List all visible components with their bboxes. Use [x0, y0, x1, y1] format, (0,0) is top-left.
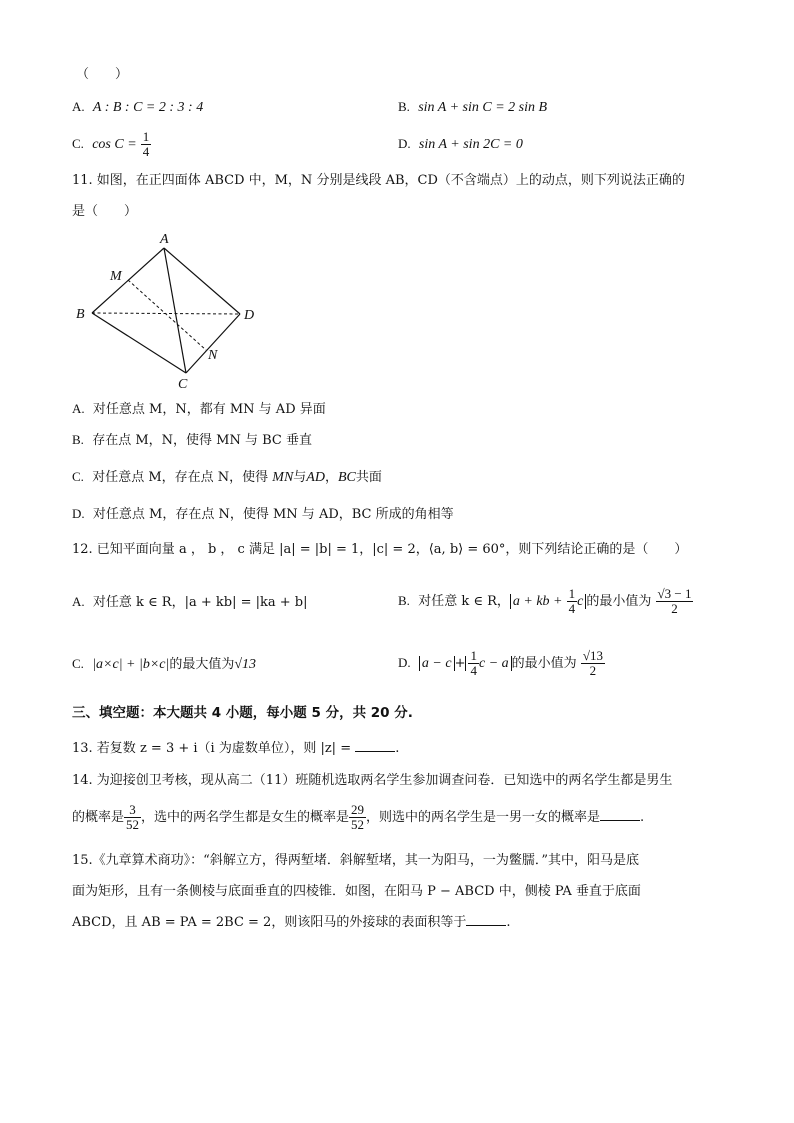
- vector-ad: AD: [306, 470, 325, 485]
- q14-line1: 14. 为迎接创卫考核，现从高二（11）班随机选取两名学生参加调查问卷．已知选中的两名学生都是男生: [72, 773, 673, 788]
- q15-line2: 面为矩形，且有一条侧棱与底面垂直的四棱锥．如图，在阳马 P − ABCD 中，侧棱 PA 垂直于底面: [72, 884, 641, 899]
- q11-option-b[interactable]: B. 存在点 M，N，使得 MN 与 BC 垂直: [72, 432, 312, 448]
- q11-stem-line2: 是（ ）: [72, 204, 138, 219]
- section-title: 三、填空题：本大题共 4 小题，每小题 5 分，共 20 分.: [72, 705, 413, 721]
- fraction: $\frac{1}{4}$: [568, 586, 576, 616]
- q10-option-a[interactable]: A. A : B : C = 2 : 3 : 4: [72, 99, 204, 115]
- q12-option-a[interactable]: A. 对任意 k ∈ R，|a + kb| = |ka + b|: [72, 594, 308, 610]
- answer-blank[interactable]: [466, 913, 506, 926]
- fraction: $\frac{1}{4}$: [142, 129, 150, 159]
- vertex-b-label: B: [76, 307, 85, 322]
- q12-option-c[interactable]: C. |a×c| + |b×c|的最大值为√13: [72, 656, 257, 672]
- q10-paren: （ ）: [76, 67, 129, 82]
- fraction: $\frac{3}{52}$: [126, 802, 140, 832]
- q11-option-d[interactable]: D. 对任意点 M，存在点 N，使得 MN 与 AD，BC 所成的角相等: [72, 506, 454, 522]
- tetrahedron-figure: [70, 228, 270, 394]
- vector-mn: MN: [272, 470, 294, 485]
- q11-option-a[interactable]: A. 对任意点 M，N，都有 MN 与 AD 异面: [72, 401, 326, 417]
- q15-line3: ABCD，且 AB = PA = 2BC = 2，则该阳马的外接球的表面积等于 .: [72, 915, 511, 930]
- q10-option-d[interactable]: D. sin A + sin 2C = 0: [398, 136, 523, 152]
- q14-line2: 的概率是 $\frac{3}{52}$ ，选中的两名学生都是女生的概率是 $\frac{29}{52}$ ，则选中的两名学生是一男一女的概率是 .: [72, 802, 645, 832]
- q11-stem-line1: 11. 如图，在正四面体 ABCD 中，M，N 分别是线段 AB，CD（不含端点）上的动点，则下列说法正确的: [72, 173, 685, 188]
- q10-option-c[interactable]: C. cos C = $\frac{1}{4}$: [72, 129, 150, 159]
- q13: 13. 若复数 z = 3 + i（i 为虚数单位），则 |z| = .: [72, 741, 400, 756]
- vertex-a-label: A: [160, 232, 169, 247]
- fraction: $\frac{29}{52}$: [351, 802, 365, 832]
- q10-option-b[interactable]: B. sin A + sin C = 2 sin B: [398, 99, 548, 115]
- min-value-fraction: $\frac{√3 - 1}{2}$: [657, 586, 692, 616]
- q15-line1: 15.《九章算术商功》：“斜解立方，得两堑堵．斜解堑堵，其一为阳马，一为鳖臑．”其中，阳马是底: [72, 853, 639, 868]
- answer-blank[interactable]: [600, 808, 640, 821]
- q12-option-d[interactable]: D. a − c + $\frac{1}{4}$ c − a 的最小值为 $\frac{√13}{2}$: [398, 648, 603, 678]
- q11-option-c[interactable]: C. 对任意点 M，存在点 N，使得 MN与AD，BC共面: [72, 469, 382, 485]
- point-m-label: M: [110, 269, 122, 284]
- vertex-c-label: C: [178, 377, 188, 392]
- answer-blank[interactable]: [355, 739, 395, 752]
- vertex-d-label: D: [244, 308, 255, 323]
- vector-bc: BC: [337, 470, 356, 485]
- point-n-label: N: [208, 348, 218, 363]
- min-value-fraction: $\frac{√13}{2}$: [582, 648, 603, 678]
- q12-option-b[interactable]: B. 对任意 k ∈ R， a + kb + $\frac{1}{4}$ c 的最小值为 $\frac{√3 - 1}{2}$: [398, 586, 692, 616]
- fraction: $\frac{1}{4}$: [470, 648, 477, 678]
- q12-stem: 12. 已知平面向量 a ， b ， c 满足 |a| = |b| = 1，|c| = 2，⟨a, b⟩ = 60°，则下列结论正确的是（ ）: [72, 542, 688, 557]
